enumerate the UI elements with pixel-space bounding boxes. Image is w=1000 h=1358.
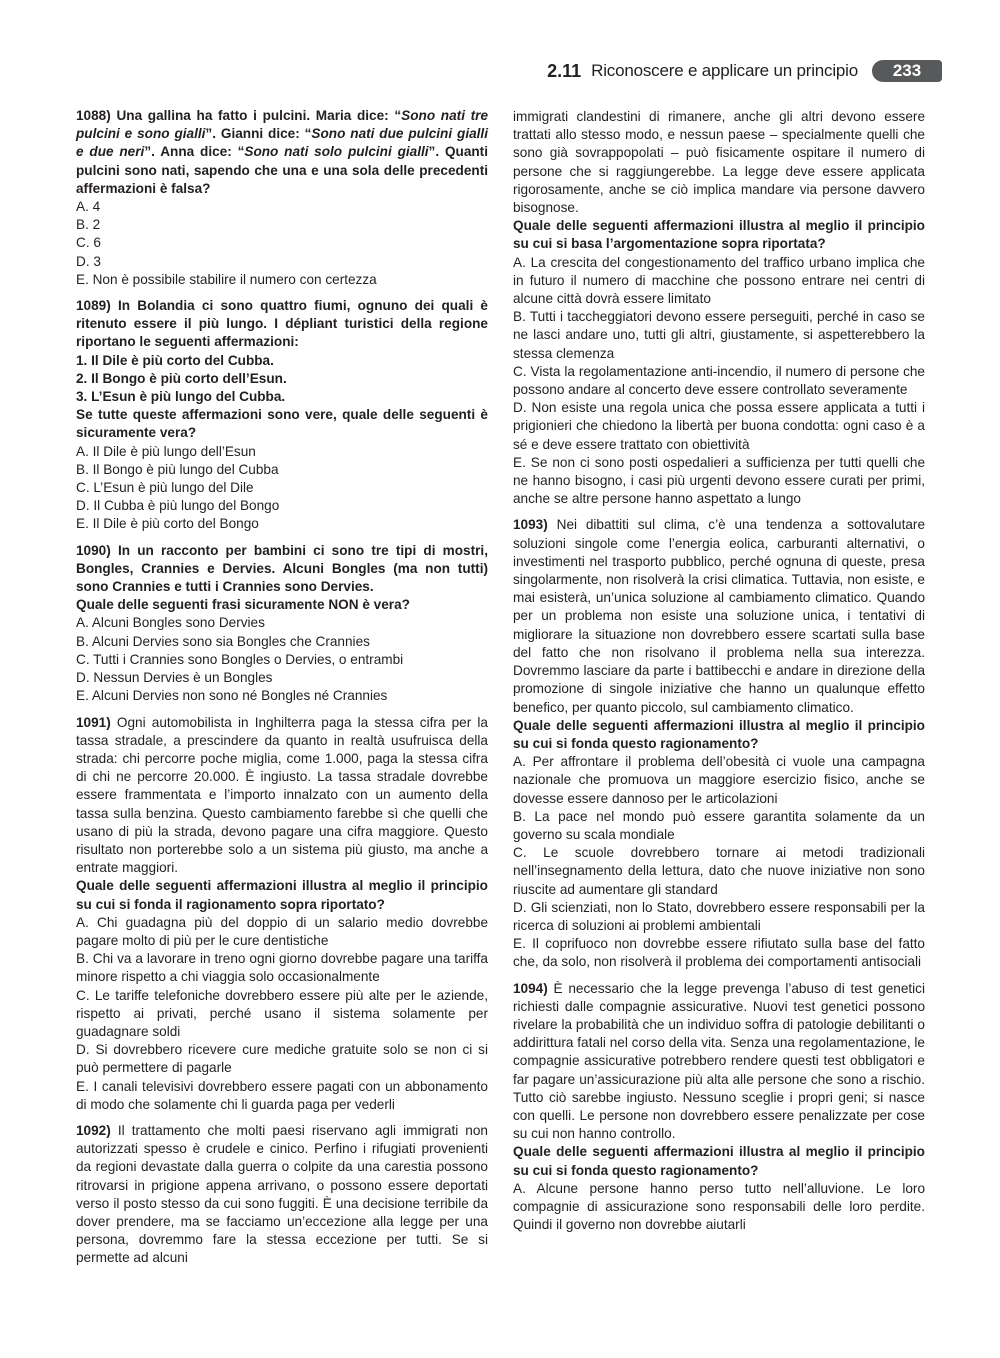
section-number: 2.11	[547, 60, 582, 81]
answer-option: D. Nessun Dervies è un Bongles	[76, 670, 273, 686]
answer-option: E. Non è possibile stabilire il numero con certezza	[76, 271, 377, 287]
question-stem	[76, 297, 488, 352]
answer-option: B. Alcuni Dervies sono sia Bongles che Crannies	[76, 633, 370, 649]
question-number: 1091)	[76, 714, 111, 730]
answer-option: D. 3	[76, 253, 101, 269]
question-1088	[76, 107, 488, 289]
quote-text: Sono nati due pulcini gialli e due neri	[76, 126, 488, 160]
question-text	[513, 980, 925, 1144]
answer-option: E. Se non ci sono posti ospedalieri a sufficienza per tutti quelli che ne hanno bisogno, i casi più urgenti devono essere curati per primi, anche se altre persone hanno aspettato a lungo	[513, 454, 925, 507]
answer-option: C. Le scuole dovrebbero tornare ai metodi tradizionali nell’insegnamento della lettura, dato che nuove iniziative non sono riuscite ad aumentare gli standard	[513, 845, 925, 897]
left-column	[76, 107, 488, 1276]
question-number: 1088)	[76, 108, 111, 123]
quote-text: Sono nati solo pulcini gialli	[244, 144, 429, 160]
question-1094	[513, 980, 925, 1235]
question-stem	[76, 107, 488, 198]
question-number: 1089)	[76, 298, 111, 314]
stem-text: ”. Quanti pulcini sono nati, sapendo che una e una sola delle precedenti affermazioni è falsa?	[76, 144, 488, 196]
question-1092-part1	[76, 1122, 488, 1268]
stem-text: In Bolandia ci sono quattro fiumi, ognuno dei quali è ritenuto essere il più lungo. I dépliant turistici della regione riportano le seguenti affermazioni:	[76, 298, 488, 350]
answer-option: B. 2	[76, 217, 101, 233]
answer-option: A. Chi guadagna più del doppio di un salario medio dovrebbe pagare molto di più per le cure dentistiche	[76, 914, 488, 948]
running-header	[547, 60, 942, 82]
page-number: 233	[872, 60, 942, 82]
answer-option: E. Alcuni Dervies non sono né Bongles né Crannies	[76, 688, 388, 704]
answer-option: E. I canali televisivi dovrebbero essere pagati con un abbonamento di modo che solamente chi li guarda paga per vederli	[76, 1078, 488, 1112]
answer-option: C. 6	[76, 235, 101, 251]
answer-option: A. La crescita del congestionamento del traffico urbano implica che in futuro il numero di macchine che possono entrare nei centri di alcune città dovrà essere limitato	[513, 254, 925, 307]
answer-option: C. Tutti i Crannies sono Bongles o Dervies, o entrambi	[76, 651, 404, 667]
answer-option: D. Il Cubba è più lungo del Bongo	[76, 498, 280, 514]
statement: 1. Il Dile è più corto del Cubba.	[76, 352, 274, 368]
question-text	[76, 714, 488, 878]
answer-option: D. Gli scienziati, non lo Stato, dovrebbero essere responsabili per la ricerca di soluzioni ai problemi ambientali	[513, 899, 925, 933]
question-prompt: Quale delle seguenti affermazioni illustra al meglio il principio su cui si fonda il ragionamento sopra riportato?	[76, 878, 488, 912]
question-stem	[76, 542, 488, 597]
answer-option: B. Il Bongo è più lungo del Cubba	[76, 461, 279, 477]
question-prompt: Se tutte queste affermazioni sono vere, quale delle seguenti è sicuramente vera?	[76, 407, 488, 441]
answer-option: B. Chi va a lavorare in treno ogni giorno dovrebbe pagare una tariffa minore rispetto a chi viaggia solo occasionalmente	[76, 951, 488, 985]
question-prompt: Quale delle seguenti frasi sicuramente NON è vera?	[76, 597, 410, 613]
answer-option: D. Si dovrebbero ricevere cure mediche gratuite solo se non ci si può permettere di pagarle	[76, 1042, 488, 1076]
question-text	[513, 516, 925, 716]
statement: 2. Il Bongo è più corto dell’Esun.	[76, 370, 287, 386]
question-1093	[513, 516, 925, 971]
question-prompt: Quale delle seguenti affermazioni illustra al meglio il principio su cui si fonda questo ragionamento?	[513, 1144, 925, 1178]
stem-text: ”. Anna dice: “	[144, 144, 245, 160]
answer-option: E. Il Dile è più corto del Bongo	[76, 516, 259, 532]
answer-option: E. Il coprifuoco non dovrebbe essere rifiutato sulla base del fatto che, da solo, non risolverà il problema dei comportamenti antisociali	[513, 936, 925, 970]
passage-text: È necessario che la legge prevenga l’abuso di test genetici richiesti dalle compagnie assicurative. Nuovi test genetici possono rivelare la probabilità che un individuo soffra di patologie debilitanti o addirittura fatali nel corso della vita. Senza una regolamentazione, le compagnie assicurative potrebbero rendere questi test obbligatori e far pagare un’assicurazione più alta alle persone che sono a rischio. Tutto ciò sarebbe ingiusto. Nessuno sceglie i propri geni; si nasce con quelli. Le persone non dovrebbero essere penalizzate per cose su cui non hanno controllo.	[513, 980, 925, 1142]
passage-text: Il trattamento che molti paesi riservano agli immigrati non autorizzati spesso è crudele e cinico. Perfino i rifugiati provenienti da regioni devastate dalla guerra o colpite da una carestia possono ritrovarsi in prigione appena arrivano, o possono essere deportati verso il posto stesso da cui sono fuggiti. È una decisione terribile da dover prendere, ma se facciamo un’eccezione alla legge per una persona, dovremmo fare la stessa eccezione per tutti. Se si permette ad alcuni	[76, 1122, 488, 1266]
answer-option: A. Il Dile è più lungo dell’Esun	[76, 443, 256, 459]
quote-text: Sono nati tre pulcini e sono gialli	[76, 108, 489, 142]
question-number: 1090)	[76, 542, 111, 558]
question-prompt: Quale delle seguenti affermazioni illustra al meglio il principio su cui si basa l’argomentazione sopra riportata?	[513, 218, 925, 252]
question-number: 1093)	[513, 517, 548, 533]
passage-text: Ogni automobilista in Inghilterra paga la stessa cifra per la tassa stradale, a prescindere da quanto in realtà usufruisca della strada: chi percorre poche miglia, come 1.000, paga la stessa cifra di chi ne percorre 20.000. È ingiusto. La tassa stradale dovrebbe essere frammentata e l’importo innalzato con un aumento della tassa sulla benzina. Questo cambiamento farebbe sì che quelli che usano di più la strada, devono pagare una cifra maggiore. Questo risultato non porterebbe solo a un sistema più giusto, ma anche a entrate maggiori.	[76, 714, 488, 876]
answer-option: A. 4	[76, 199, 101, 215]
stem-text: ”. Gianni dice: “	[205, 126, 312, 142]
answer-option: A. Alcuni Bongles sono Dervies	[76, 615, 265, 631]
answer-option: A. Per affrontare il problema dell’obesità ci vuole una campagna nazionale che promuova un maggiore esercizio fisico, anche se dovesse essere dannoso per le articolazioni	[513, 754, 925, 806]
question-1091	[76, 714, 488, 1114]
answer-option: B. La pace nel mondo può essere garantita solamente da un governo su scala mondiale	[513, 808, 925, 842]
question-text	[76, 1122, 488, 1268]
question-1090	[76, 542, 488, 706]
question-number: 1092)	[76, 1122, 111, 1138]
stem-text: Una gallina ha fatto i pulcini. Maria dice: “	[116, 108, 402, 123]
passage-text: Nei dibattiti sul clima, c’è una tendenza a sottovalutare soluzioni singole come l’energia eolica, carburanti alternativi, o investimenti nel trasporto pubblico, perché ognuna di queste, presa singolarmente, non risolverà la crisi climatica. Tuttavia, non esiste, e mai esisterà, un’unica soluzione al cambiamento climatico. Quando per un problema non esiste una soluzione unica, i tentativi di migliorare la situazione non dovrebbero essere scartati sulla base del fatto che non risolvano il problema nella sua interezza. Dovremmo lasciare da parte i battibecchi e andare in direzione della promozione di singole iniziative che hanno un qualunque effetto benefico, per quanto piccolo, sul cambiamento climatico.	[513, 517, 925, 715]
question-1092-part2	[513, 108, 925, 508]
stem-text: In un racconto per bambini ci sono tre tipi di mostri, Bongles, Crannies e Dervies. Alcuni Bongles (ma non tutti) sono Crannies e tutti i Crannies sono Dervies.	[76, 542, 488, 595]
answer-option: D. Non esiste una regola unica che possa essere applicata a tutti i prigionieri che chiedono la libertà per buona condotta: ogni caso è a sé e deve essere trattato con obiettività	[513, 400, 925, 452]
answer-option: C. Le tariffe telefoniche dovrebbero essere più alte per le aziende, rispetto ai privati, perché usano il sistema solamente per guadagnare soldi	[76, 987, 488, 1039]
answer-option: C. L’Esun è più lungo del Dile	[76, 480, 254, 496]
answer-option: A. Alcune persone hanno perso tutto nell’alluvione. Le loro compagnie di assicurazione sono responsabili delle loro perdite. Quindi il governo non dovrebbe aiutarli	[513, 1180, 925, 1233]
question-prompt: Quale delle seguenti affermazioni illustra al meglio il principio su cui si fonda questo ragionamento?	[513, 717, 925, 751]
statement: 3. L’Esun è più lungo del Cubba.	[76, 389, 286, 405]
question-1089	[76, 297, 488, 534]
passage-text: immigrati clandestini di rimanere, anche gli altri devono essere trattati allo stesso modo, e nessun paese – specialmente quelli che sono già sovrappopolati – può fisicamente ospitare il numero di persone che si raggiungerebbe. La legge deve essere applicata rigorosamente, anche se ciò implica mandare via persone davvero bisognose.	[513, 109, 925, 216]
answer-option: B. Tutti i taccheggiatori devono essere perseguiti, perché in caso se ne lasci andare uno, tutti gli altri, giustamente, si aspetterebbero la stessa clemenza	[513, 309, 925, 361]
section-title: Riconoscere e applicare un principio	[591, 61, 858, 80]
question-number: 1094)	[513, 980, 548, 996]
right-column	[513, 108, 925, 1242]
answer-option: C. Vista la regolamentazione anti-incendio, il numero di persone che possono andare al concerto deve essere controllato severamente	[513, 363, 925, 398]
